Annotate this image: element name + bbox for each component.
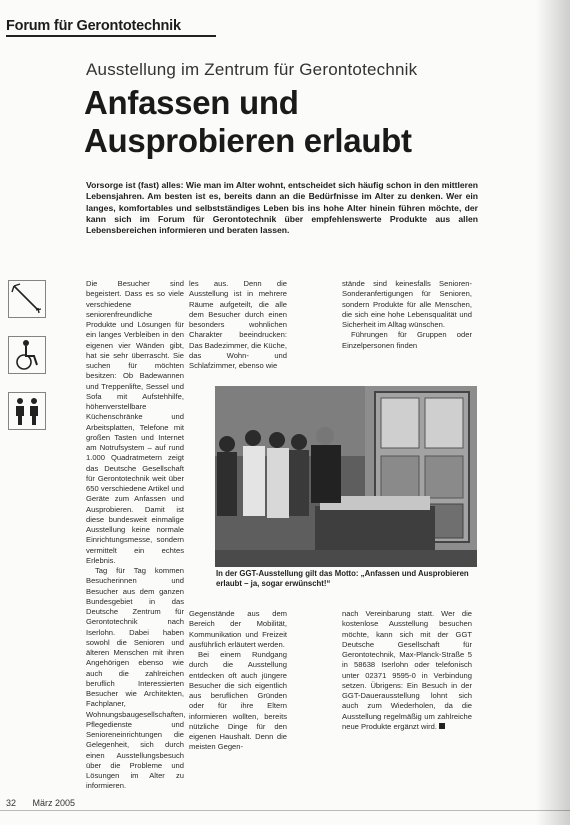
body-column-1 <box>86 279 186 791</box>
page-number: 32 <box>6 798 17 808</box>
issue-date: März 2005 <box>32 798 76 808</box>
body-column-3 <box>342 279 472 385</box>
body-paragraph: Gegenstände aus dem Bereich der Mobilität, Kommunikation und Freizeit ausführlich erläutert werden. <box>189 609 287 649</box>
headline-line-2: Ausprobieren erlaubt <box>84 122 412 159</box>
body-paragraph: Führungen für Gruppen oder Einzelpersonen finden <box>342 330 472 350</box>
article-lead: Vorsorge ist (fast) alles: Wie man im Alter wohnt, entscheidet sich häufig schon in den mittleren Lebensjahren. Am besten ist es, bereits dann an die Bedürfnisse im Alter zu denken. Wer ein langes, komfortables und selbstständiges Leben bis ins hohe Alter hinein führen möchte, der kann sich im Forum für Gerontotechnik über empfehlenswerte Produkte aus allen Lebensbereichen informieren und beraten lassen. <box>86 180 478 236</box>
footer-rule <box>0 810 570 811</box>
wheelchair-icon <box>8 336 46 374</box>
exhibition-photo <box>215 386 477 567</box>
section-rule <box>6 35 216 37</box>
section-label: Forum für Gerontotechnik <box>6 18 181 34</box>
body-paragraph: Die Besucher sind begeistert. Dass es so viele verschiedene seniorenfreundliche Produkte und Lösungen für ein langes Verbleiben in den eigenen vier Wänden gibt, hat sie sehr überrascht. Sie suchen für möchten besitzen: Ob Badewannen und Treppenlifte, Sessel und Sofa mit Aufstehhilfe, höhenverstellbare Küchenschränke und Arbeitsplatten, Telefone mit großen Tasten und Internet am Notrufsystem – auf rund 1.000 Quadratmetern zeigt das Deutsche Gesellschaft für Gerontotechnik weit über 650 verschiedene Artikel und Geräte zum Anfassen und Ausprobieren. Damit ist diese bundesweit einmalige Ausstellung keine normale Einrichtungsmesse, sondern vermittelt ein echtes Erlebnis. <box>86 279 184 565</box>
photo-caption: In der GGT-Ausstellung gilt das Motto: „Anfassen und Ausprobieren erlaubt – ja, sogar erwünscht!“ <box>216 569 469 588</box>
reacher-grabber-icon <box>8 280 46 318</box>
body-column-2 <box>189 279 287 385</box>
body-paragraph: stände sind keinesfalls Senioren-Sonderanfertigungen für Senioren, sondern Produkte für alle Menschen, die sich eine hohe Lebensqualität und Sicherheit im Alltag wünschen. <box>342 279 472 329</box>
headline-line-1: Anfassen und <box>84 84 299 121</box>
article-headline <box>84 84 412 160</box>
final-paragraph-text: nach Vereinbarung statt. Wer die kostenlose Ausstellung besuchen möchte, kann sich mit der GGT Deutsche Gesellschaft für Gerontotechnik, Max-Planck-Straße 5 in 58638 Iserlohn oder telefonisch unter 02371 9595-0 in Verbindung setzen. Übrigens: Ein Besuch in der GGT-Dauerausstellung lohnt sich auch zum Wiederholen, da die Ausstellung regelmäßig um zahlreiche neue Produkte ergänzt wird. <box>342 609 472 731</box>
people-icon <box>8 392 46 430</box>
body-paragraph: les aus. Denn die Ausstellung ist in mehrere Räume aufgeteilt, die alle dem Besucher durch einen besonders wohnlichen Charakter beeindrucken: Das Badezimmer, die Küche, das Wohn- und Schlafzimmer, ebenso wie <box>189 279 287 370</box>
body-column-2-continued <box>189 609 287 789</box>
article-kicker: Ausstellung im Zentrum für Gerontotechnik <box>86 60 418 79</box>
body-paragraph-final <box>342 609 472 732</box>
page-edge-shadow <box>536 0 570 825</box>
page-footer <box>6 798 89 808</box>
body-column-3-continued <box>342 609 472 789</box>
body-paragraph: Tag für Tag kommen Besucherinnen und Besucher aus dem ganzen Bundesgebiet in das Deutsche Zentrum für Gerontotechnik nach Iserlohn. Dabei haben sowohl die Senioren und älteren Menschen mit ihren Angehörigen ebenso wie auch die zahlreichen beruflich Interessierten Besucher wie Architekten, Fachplaner, Wohnungsbaugesellschaften, Pflegedienste und Senioreneinrichtungen die Gelegenheit, sich durch einen Ausstellungsbesuch über die Probleme und Lösungen im Alter zu informieren. <box>86 566 186 791</box>
end-of-article-mark <box>439 723 445 729</box>
body-paragraph: Bei einem Rundgang durch die Ausstellung entdecken oft auch jüngere Besucher die sich eigentlich aus beruflichen Gründen oder für ihre Eltern informieren wollten, bereits nützliche Dinge für den eigenen Haushalt. Denn die meisten Gegen- <box>189 650 287 752</box>
